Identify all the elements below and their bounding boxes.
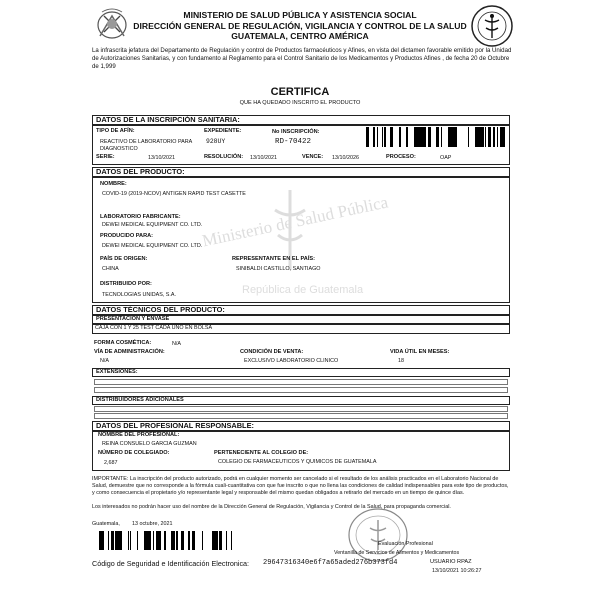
- extensiones-label: EXTENSIONES:: [92, 368, 510, 377]
- footer-date: 13 octubre, 2021: [132, 521, 173, 527]
- serie-label: SERIE:: [96, 154, 115, 160]
- barcode-bar: [153, 531, 154, 550]
- proceso-label: PROCESO:: [386, 154, 416, 160]
- barcode-bar: [448, 127, 450, 147]
- barcode-bar: [441, 127, 442, 147]
- barcode-bar: [428, 127, 430, 147]
- barcode-bar: [120, 531, 122, 550]
- barcode-bar: [488, 127, 491, 147]
- colegiado-label: NÚMERO DE COLEGIADO:: [98, 450, 170, 456]
- barcode-bar: [468, 127, 469, 147]
- vence-label: VENCE:: [302, 154, 324, 160]
- extensiones-field-2: [94, 387, 508, 393]
- barcode-bar: [99, 531, 101, 550]
- barcode-bar: [130, 531, 131, 550]
- distribuidores-field: [94, 406, 508, 412]
- certifica-subtitle: QUE HA QUEDADO INSCRITO EL PRODUCTO: [239, 100, 361, 106]
- colegiado-value: 2,687: [104, 460, 118, 466]
- barcode-bar: [147, 531, 148, 550]
- barcode-bar: [156, 531, 158, 550]
- watermark-bottom-text: República de Guatemala: [242, 284, 364, 296]
- section-tecnicos: DATOS TÉCNICOS DEL PRODUCTO:: [92, 305, 510, 315]
- watermark-top-text: Ministerio de Salud Pública: [200, 192, 390, 251]
- serie-value: 13/10/2021: [148, 155, 175, 161]
- barcode-bar: [421, 127, 424, 147]
- ministry-seal: [470, 4, 514, 48]
- barcode-bar: [384, 127, 385, 147]
- barcode-bar: [399, 127, 401, 147]
- barcode-bar: [116, 531, 118, 550]
- codigo-label: Código de Seguridad e Identificación Electronica:: [92, 559, 250, 568]
- barcode-bar: [450, 127, 452, 147]
- distribuido-label: DISTRIBUIDO POR:: [100, 281, 152, 287]
- barcode-bar: [415, 127, 418, 147]
- barcode-bar: [424, 127, 426, 147]
- certifica-title: CERTIFICA: [270, 86, 330, 98]
- fabricante-label: LABORATORIO FABRICANTE:: [100, 214, 181, 220]
- nombre-value: COVID-19 (2019-NCOV) ANTIGEN RAPID TEST CASETTE: [102, 191, 246, 197]
- barcode-bar: [113, 531, 114, 550]
- stamp-line-2: Ventanilla de Servicios de Alimentos y Medicamentos: [334, 550, 460, 556]
- pais-value: CHINA: [102, 266, 119, 272]
- tipo-afin-value: REACTIVO DE LABORATORIO PARA DIAGNOSTICO: [100, 139, 192, 152]
- representante-value: SINIBALDI CASTILLO, SANTIAGO: [236, 266, 321, 272]
- barcode-bar: [212, 531, 215, 550]
- intro-paragraph: La infrascrita jefatura del Departamento de Regulación y control de Productos farmacéuticos y Afines, en vista del dictamen favorable emitido por la Unidad de Autorizaciones Sanitarias, y con fundamento al Reglamento para el Control Sanitario de los Medicamentos y Productos Afines , de fecha 20 de Octubre de 1,999: [92, 47, 512, 71]
- no-inscripcion-value: RD-70422: [275, 138, 312, 146]
- barcode-bar: [158, 531, 161, 550]
- vence-value: 13/10/2026: [332, 155, 359, 161]
- condicion-label: CONDICIÓN DE VENTA:: [240, 349, 304, 355]
- barcode-bar: [188, 531, 190, 550]
- via-label: VÍA DE ADMINISTRACIÓN:: [94, 349, 165, 355]
- barcode-bar: [226, 531, 227, 550]
- no-inscripcion-label: No INSCRIPCIÓN:: [272, 129, 320, 135]
- forma-label: FORMA COSMÉTICA:: [94, 340, 152, 346]
- profesional-nombre-value: REINA CONSUELO GARCIA GUZMAN: [102, 441, 197, 447]
- barcode-bar: [231, 531, 232, 550]
- barcode-bar: [219, 531, 220, 550]
- barcode-bar: [181, 531, 184, 550]
- barcode-bar: [176, 531, 178, 550]
- barcode-bar: [497, 127, 498, 147]
- barcode-bar: [373, 127, 375, 147]
- footer-city: Guatemala,: [92, 521, 120, 527]
- barcode-bar: [202, 531, 203, 550]
- barcode-bar: [406, 127, 408, 147]
- barcode-bar: [452, 127, 453, 147]
- nombre-label: NOMBRE:: [100, 181, 127, 187]
- footer-barcode: [92, 531, 232, 550]
- barcode-bar: [111, 531, 113, 550]
- header-line-3: GUATEMALA, CENTRO AMÉRICA: [231, 31, 369, 41]
- header-line-1: MINISTERIO DE SALUD PÚBLICA Y ASISTENCIA SOCIAL: [183, 10, 417, 20]
- condicion-value: EXCLUSIVO LABORATORIO CLINICO: [244, 358, 339, 364]
- section-producto: DATOS DEL PRODUCTO:: [92, 167, 510, 177]
- barcode-bar: [366, 127, 369, 147]
- timestamp: 13/10/2021 10:26:27: [432, 568, 482, 574]
- importante-paragraph: IMPORTANTE: La inscripción del producto autorizado, podrá en cualquier momento ser cancelado si el resultado de los análisis practicados en el Laboratorio Nacional de Salud, demuestre que no corresponde a la fórmula cuali-cuantitativa con que fue inscrito o que no llena las condiciones de calidad indispensables para este tipo de productos, y como consecuencia el propietario y/o representante legal y responsable del mismo quedan obligados a retirarlo del mercado en un tiempo de quince días.: [92, 476, 509, 496]
- barcode-bar: [418, 127, 421, 147]
- pertenece-label: PERTENECIENTE AL COLEGIO DE:: [214, 450, 309, 456]
- barcode-bar: [480, 127, 481, 147]
- barcode-bar: [493, 127, 495, 147]
- proceso-value: OAP: [440, 155, 452, 161]
- section-profesional: DATOS DEL PROFESIONAL RESPONSABLE:: [92, 421, 510, 431]
- presentacion-label: PRESENTACION Y ENVASE: [92, 315, 510, 324]
- presentacion-value: CAJA CON 1 Y 25 TEST CADA UNO EN BOLSA: [95, 325, 213, 331]
- barcode-bar: [430, 127, 431, 147]
- barcode-bar: [382, 127, 383, 147]
- fabricante-value: DEWEI MEDICAL EQUIPMENT CO. LTD.: [102, 222, 203, 228]
- header-line-2: DIRECCIÓN GENERAL DE REGULACIÓN, VIGILANCIA Y CONTROL DE LA SALUD: [133, 20, 467, 31]
- barcode-bar: [128, 531, 129, 550]
- barcode-bar: [101, 531, 103, 550]
- barcode-bar: [478, 127, 480, 147]
- barcode-bar: [385, 127, 386, 147]
- tipo-afin-label: TIPO DE AFÍN:: [96, 128, 135, 134]
- barcode-bar: [148, 531, 151, 550]
- barcode-bar: [108, 531, 109, 550]
- section-inscripcion: DATOS DE LA INSCRIPCIÓN SANITARIA:: [92, 115, 510, 125]
- vida-label: VIDA ÚTIL EN MESES:: [390, 349, 450, 355]
- expediente-label: EXPEDIENTE:: [204, 128, 242, 134]
- barcode-bar: [503, 127, 505, 147]
- barcode-bar: [192, 531, 195, 550]
- barcode-bar: [437, 127, 439, 147]
- vida-value: 18: [398, 358, 404, 364]
- document-header: [130, 10, 470, 42]
- barcode-bar: [164, 531, 166, 550]
- barcode-bar: [454, 127, 455, 147]
- codigo-value: 29647316340e6f7a65aded276b373fd4: [263, 559, 398, 567]
- resolucion-value: 13/10/2021: [250, 155, 277, 161]
- barcode-bar: [144, 531, 147, 550]
- barcode-bar: [453, 127, 454, 147]
- barcode-bar: [137, 531, 138, 550]
- via-value: N/A: [100, 358, 109, 364]
- barcode-bar: [455, 127, 457, 147]
- stamp-line-1: Evaluación Profesional: [378, 541, 433, 547]
- barcode-bar: [377, 127, 378, 147]
- barcode-bar: [215, 531, 218, 550]
- producido-value: DEWEI MEDICAL EQUIPMENT CO. LTD.: [102, 243, 203, 249]
- barcode-bar: [481, 127, 484, 147]
- barcode-bar: [485, 127, 486, 147]
- barcode-bar: [172, 531, 173, 550]
- producido-label: PRODUCIDO PARA:: [100, 233, 154, 239]
- distribuidores-field-2: [94, 413, 508, 419]
- barcode-bar: [171, 531, 172, 550]
- forma-value: N/A: [172, 341, 181, 347]
- barcode-bar: [118, 531, 120, 550]
- profesional-nombre-label: NOMBRE DEL PROFESIONAL:: [98, 432, 180, 438]
- resolucion-label: RESOLUCIÓN:: [204, 154, 244, 160]
- pertenece-value: COLEGIO DE FARMACEUTICOS Y QUIMICOS DE GUATEMALA: [218, 459, 377, 465]
- coat-of-arms-logo: [92, 6, 132, 44]
- extensiones-field: [94, 379, 508, 385]
- barcode-bar: [414, 127, 415, 147]
- barcode-bar: [475, 127, 478, 147]
- barcode-bar: [173, 531, 175, 550]
- distribuidores-label: DISTRIBUIDORES ADICIONALES: [92, 396, 510, 405]
- expediente-value: 928UY: [206, 138, 226, 145]
- distribuido-value: TECNOLOGIAS UNIDAS, S.A.: [102, 292, 176, 298]
- barcode-bar: [103, 531, 104, 550]
- representante-label: REPRESENTANTE EN EL PAÍS:: [232, 256, 315, 262]
- barcode-bar: [220, 531, 222, 550]
- inscripcion-barcode: [366, 127, 506, 147]
- interesados-paragraph: Los interesados no podrán hacer uso del nombre de la Dirección General de Regulación, Vigilancia y Control de la Salud, para propaganda comercial.: [92, 504, 451, 510]
- barcode-bar: [436, 127, 437, 147]
- barcode-bar: [115, 531, 116, 550]
- barcode-bar: [390, 127, 393, 147]
- barcode-bar: [500, 127, 503, 147]
- pais-label: PAÍS DE ORIGEN:: [100, 256, 148, 262]
- usuario-label: USUARIO RPAZ: [430, 559, 472, 565]
